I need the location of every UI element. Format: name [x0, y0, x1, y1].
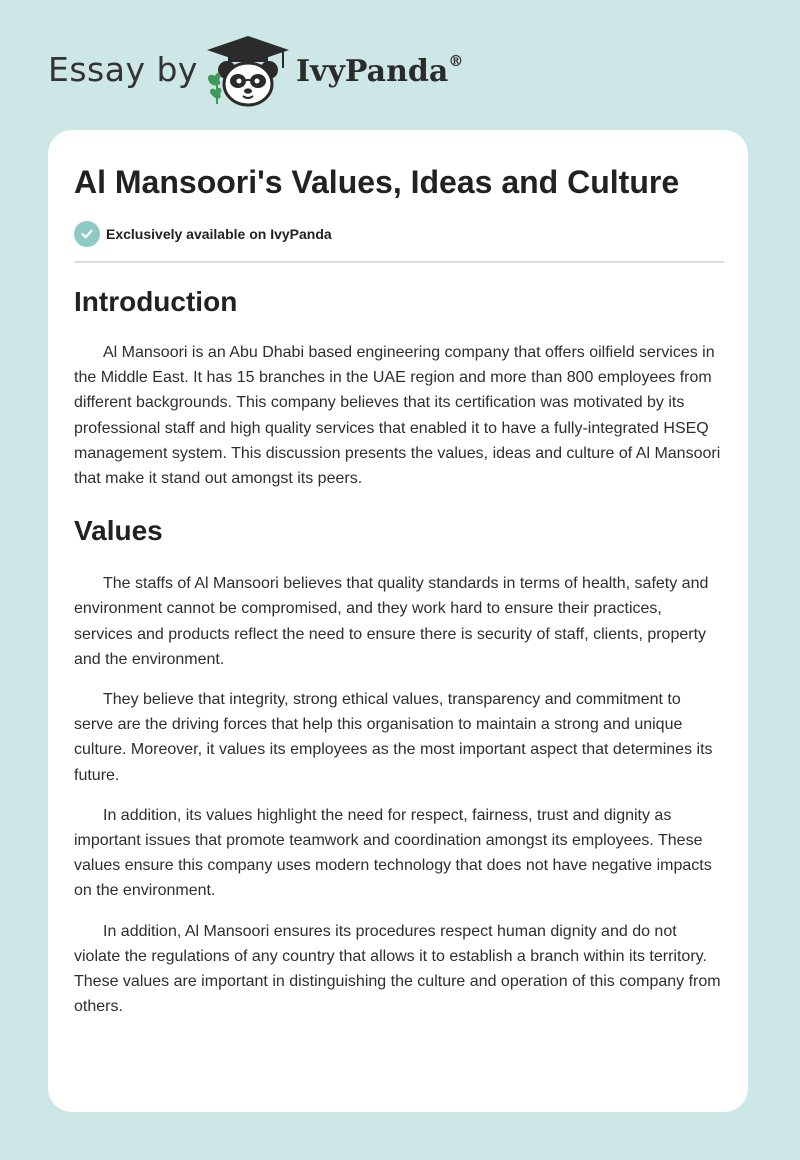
paragraph: The staffs of Al Mansoori believes that quality standards in terms of health, safety and environment cannot be compromised, and they work hard to ensure their practices, services and products reflect the need to ensure there is security of staff, clients, property and the environment. [74, 575, 709, 668]
essay-by-label: Essay by [48, 50, 198, 89]
registered-mark: ® [448, 52, 464, 70]
paragraph: In addition, Al Mansoori ensures its procedures respect human dignity and do not violate the regulations of any country that allows it to establish a branch within its territory. These values are important in distinguishing the culture and operation of this company from others. [74, 922, 721, 1016]
panda-graduate-logo-icon[interactable] [203, 34, 293, 108]
paragraph: Al Mansoori is an Abu Dhabi based engineering company that offers oilfield services in the Middle East. It has 15 branches in the UAE region and more than 800 employees from different backgrounds. This company believes that its certification was motivated by its professional staff and high quality services that enabled it to have a fully-integrated HSEQ management system. This discussion presents the values, ideas and culture of Al Mansoori that make it stand out amongst its peers. [74, 344, 721, 488]
brand-name[interactable] [296, 54, 463, 89]
paragraph: In addition, its values highlight the need for respect, fairness, trust and dignity as important issues that promote teamwork and coordination amongst its employees. These values ensure this company uses modern technology that does not have negative impacts on the environment. [74, 806, 712, 900]
badge-text: Exclusively available on IvyPanda [106, 226, 332, 242]
section-heading-introduction: Introduction [74, 286, 238, 317]
essay-content [74, 280, 724, 1034]
page-title: Al Mansoori's Values, Ideas and Culture [74, 164, 680, 200]
essay-card [48, 130, 748, 1112]
brand-text: IvyPanda [296, 54, 449, 89]
exclusive-badge [74, 221, 332, 247]
divider [74, 261, 724, 263]
site-header [48, 34, 548, 114]
paragraph: They believe that integrity, strong ethical values, transparency and commitment to serve are the driving forces that help this organisation to maintain a strong and unique culture. Moreover, it values its employees as the most important aspect that determines its future. [74, 691, 713, 784]
check-circle-icon [74, 221, 100, 247]
section-heading-values: Values [74, 515, 163, 547]
